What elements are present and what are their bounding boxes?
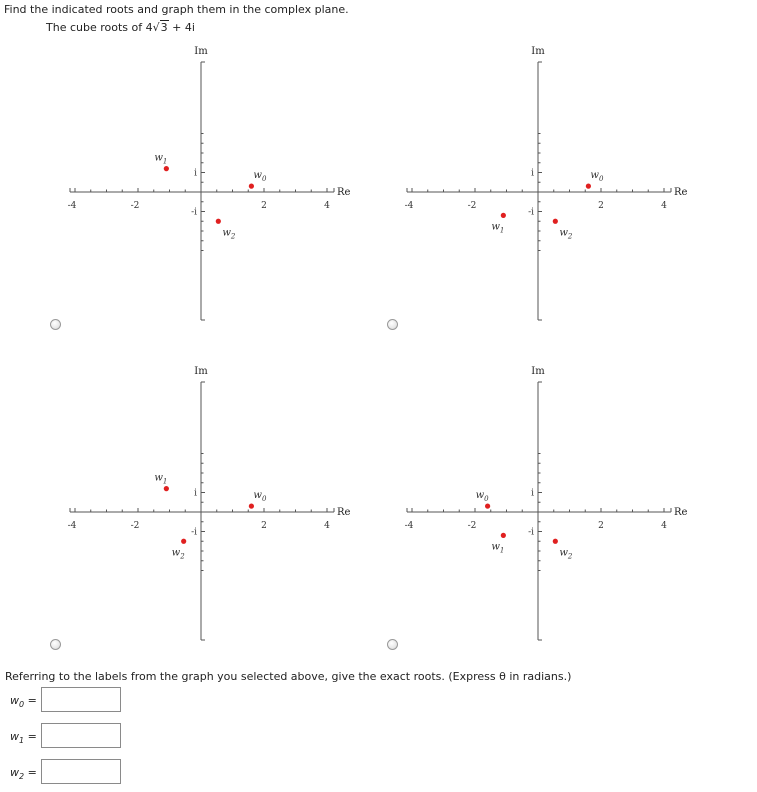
graph-option-a — [34, 42, 384, 352]
y-tick-label-neg-i: -i — [191, 527, 197, 538]
im-axis-label: Im — [194, 366, 208, 377]
im-axis-label: Im — [531, 46, 545, 57]
x-tick-label: 4 — [661, 201, 667, 211]
y-tick-label-neg-i: -i — [528, 527, 534, 538]
re-axis-label: Re — [674, 507, 688, 518]
root-point-w2 — [216, 219, 221, 224]
radio-option-b[interactable] — [387, 319, 398, 330]
w1-input[interactable] — [42, 724, 120, 747]
root-label-w2: $w_2$ — [559, 227, 573, 241]
root-label-w2: $w_2$ — [171, 547, 185, 561]
problem-statement — [46, 21, 195, 34]
w1-field[interactable] — [41, 723, 121, 748]
root-point-w0 — [249, 504, 254, 509]
root-point-w1 — [164, 166, 169, 171]
w2-field[interactable] — [41, 759, 121, 784]
root-label-w1: $w_1$ — [491, 541, 505, 555]
instruction-text: Find the indicated roots and graph them in the complex plane. — [4, 3, 349, 16]
radio-option-d[interactable] — [387, 639, 398, 650]
root-point-w0 — [485, 504, 490, 509]
x-tick-label: 2 — [598, 201, 604, 211]
re-axis-label: Re — [337, 187, 351, 198]
root-point-w0 — [249, 184, 254, 189]
x-tick-label: -4 — [67, 201, 77, 211]
re-axis-label: Re — [674, 187, 688, 198]
root-point-w1 — [164, 486, 169, 491]
x-tick-label: -4 — [404, 201, 414, 211]
w2-input[interactable] — [42, 760, 120, 783]
graph-option-c — [34, 362, 384, 672]
root-label-w0: $w_0$ — [253, 170, 267, 184]
complex-plane-svg — [34, 42, 384, 352]
root-label-w2: $w_2$ — [222, 227, 236, 241]
sqrt-sign: √ — [152, 21, 160, 34]
w0-field[interactable] — [41, 687, 121, 712]
root-label-w0: $w_0$ — [590, 170, 604, 184]
y-tick-label-i: i — [194, 168, 197, 179]
root-label-w0: $w_0$ — [475, 490, 489, 504]
radio-option-c[interactable] — [50, 639, 61, 650]
complex-plane-svg — [371, 362, 721, 672]
y-tick-label-neg-i: -i — [191, 207, 197, 218]
w0-label: $w_0$ = — [10, 694, 37, 710]
im-axis-label: Im — [194, 46, 208, 57]
w2-label: $w_2$ = — [10, 766, 37, 782]
x-tick-label: 4 — [324, 521, 330, 531]
w0-input[interactable] — [42, 688, 120, 711]
complex-plane-svg — [34, 362, 384, 672]
x-tick-label: -2 — [467, 201, 477, 211]
problem-radicand: 3 — [160, 21, 168, 34]
y-tick-label-i: i — [194, 488, 197, 499]
root-point-w0 — [586, 184, 591, 189]
root-label-w0: $w_0$ — [253, 490, 267, 504]
x-tick-label: -2 — [130, 521, 140, 531]
root-point-w1 — [501, 213, 506, 218]
y-tick-label-neg-i: -i — [528, 207, 534, 218]
root-label-w1: $w_1$ — [491, 221, 505, 235]
x-tick-label: 4 — [324, 201, 330, 211]
x-tick-label: -2 — [130, 201, 140, 211]
followup-text: Referring to the labels from the graph you selected above, give the exact roots. (Express θ in radians.) — [5, 670, 572, 683]
w1-label: $w_1$ = — [10, 730, 37, 746]
im-axis-label: Im — [531, 366, 545, 377]
radio-option-a[interactable] — [50, 319, 61, 330]
y-tick-label-i: i — [531, 488, 534, 499]
re-axis-label: Re — [337, 507, 351, 518]
graph-option-d — [371, 362, 721, 672]
x-tick-label: -2 — [467, 521, 477, 531]
x-tick-label: 4 — [661, 521, 667, 531]
problem-prefix: The cube roots of — [46, 21, 143, 34]
root-label-w1: $w_1$ — [154, 472, 168, 486]
root-point-w1 — [501, 533, 506, 538]
x-tick-label: 2 — [598, 521, 604, 531]
root-point-w2 — [553, 219, 558, 224]
root-label-w1: $w_1$ — [154, 152, 168, 166]
x-tick-label: -4 — [404, 521, 414, 531]
problem-coef: 4 — [145, 21, 153, 34]
x-tick-label: 2 — [261, 201, 267, 211]
root-point-w2 — [553, 539, 558, 544]
problem-suffix: + 4i — [172, 21, 195, 34]
y-tick-label-i: i — [531, 168, 534, 179]
graph-option-b — [371, 42, 721, 352]
root-point-w2 — [181, 539, 186, 544]
root-label-w2: $w_2$ — [559, 547, 573, 561]
complex-plane-svg — [371, 42, 721, 352]
x-tick-label: -4 — [67, 521, 77, 531]
x-tick-label: 2 — [261, 521, 267, 531]
